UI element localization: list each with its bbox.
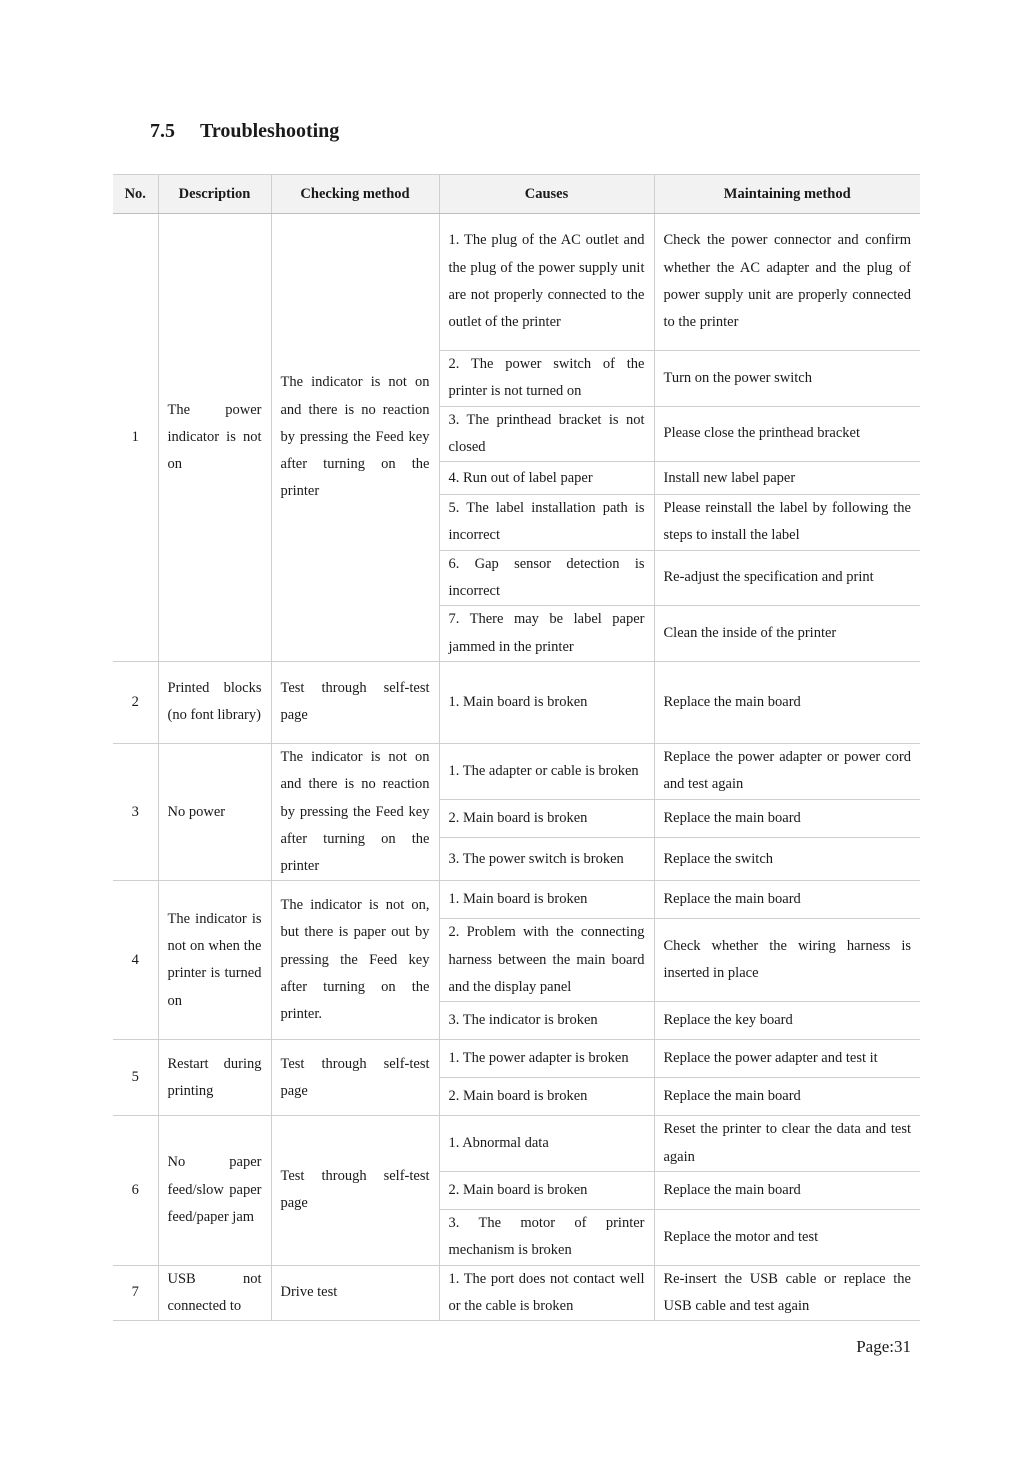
cause-cell: 3. The power switch is broken <box>439 838 654 881</box>
table-row <box>113 743 920 799</box>
table-row <box>113 1116 920 1172</box>
row-number: 5 <box>113 1040 158 1116</box>
method-cell: Replace the key board <box>654 1002 920 1040</box>
row-number: 2 <box>113 661 158 743</box>
table-row <box>113 881 920 919</box>
method-cell: Replace the switch <box>654 838 920 881</box>
row-number: 1 <box>113 214 158 662</box>
method-cell: Replace the power adapter or power cord and test again <box>654 743 920 799</box>
row-checking-method: Test through self-test page <box>271 661 439 743</box>
row-checking-method: The indicator is not on and there is no reaction by pressing the Feed key after turning on the printer <box>271 743 439 880</box>
method-cell: Replace the power adapter and test it <box>654 1040 920 1078</box>
cause-cell: 1. The port does not contact well or the cable is broken <box>439 1265 654 1321</box>
method-cell: Replace the main board <box>654 1078 920 1116</box>
row-description: USB not connected to <box>158 1265 271 1321</box>
cause-cell: 2. Main board is broken <box>439 1171 654 1209</box>
cause-cell: 1. Abnormal data <box>439 1116 654 1172</box>
cause-cell: 1. Main board is broken <box>439 661 654 743</box>
table-row <box>113 1040 920 1078</box>
table-row <box>113 1265 920 1321</box>
method-cell: Replace the main board <box>654 1171 920 1209</box>
row-description: Restart during printing <box>158 1040 271 1116</box>
table-row <box>113 661 920 743</box>
row-description: The power indicator is not on <box>158 214 271 662</box>
row-number: 3 <box>113 743 158 880</box>
row-description: The indicator is not on when the printer is turned on <box>158 881 271 1040</box>
cause-cell: 1. The power adapter is broken <box>439 1040 654 1078</box>
method-cell: Check whether the wiring harness is inserted in place <box>654 919 920 1002</box>
row-checking-method: The indicator is not on, but there is paper out by pressing the Feed key after turning on the printer. <box>271 881 439 1040</box>
cause-cell: 4. Run out of label paper <box>439 462 654 495</box>
method-cell: Replace the main board <box>654 881 920 919</box>
cause-cell: 2. Main board is broken <box>439 799 654 837</box>
cause-cell: 2. The power switch of the printer is not turned on <box>439 351 654 407</box>
row-description: No paper feed/slow paper feed/paper jam <box>158 1116 271 1265</box>
cause-cell: 2. Problem with the connecting harness between the main board and the display panel <box>439 919 654 1002</box>
row-description: No power <box>158 743 271 880</box>
method-cell: Please reinstall the label by following the steps to install the label <box>654 495 920 551</box>
row-checking-method: Test through self-test page <box>271 1116 439 1265</box>
method-cell: Replace the motor and test <box>654 1209 920 1265</box>
table-body <box>113 214 920 1321</box>
section-number: 7.5 <box>150 120 175 142</box>
method-cell: Turn on the power switch <box>654 351 920 407</box>
cause-cell: 3. The indicator is broken <box>439 1002 654 1040</box>
row-number: 6 <box>113 1116 158 1265</box>
method-cell: Install new label paper <box>654 462 920 495</box>
header-checking-method: Checking method <box>271 175 439 214</box>
row-number: 7 <box>113 1265 158 1321</box>
method-cell: Check the power connector and confirm whether the AC adapter and the plug of power supply unit are properly connected to the printer <box>654 214 920 351</box>
header-no: No. <box>113 175 158 214</box>
cause-cell: 7. There may be label paper jammed in the printer <box>439 606 654 662</box>
row-checking-method: Test through self-test page <box>271 1040 439 1116</box>
cause-cell: 1. Main board is broken <box>439 881 654 919</box>
header-description: Description <box>158 175 271 214</box>
method-cell: Re-adjust the specification and print <box>654 550 920 606</box>
cause-cell: 1. The adapter or cable is broken <box>439 743 654 799</box>
header-maintaining-method: Maintaining method <box>654 175 920 214</box>
row-description: Printed blocks (no font library) <box>158 661 271 743</box>
row-number: 4 <box>113 881 158 1040</box>
section-title: Troubleshooting <box>200 120 340 142</box>
table-header-row <box>113 175 920 214</box>
cause-cell: 5. The label installation path is incorrect <box>439 495 654 551</box>
method-cell: Re-insert the USB cable or replace the USB cable and test again <box>654 1265 920 1321</box>
section-heading <box>150 120 339 143</box>
row-checking-method: Drive test <box>271 1265 439 1321</box>
method-cell: Replace the main board <box>654 661 920 743</box>
cause-cell: 1. The plug of the AC outlet and the plug of the power supply unit are not properly connected to the outlet of the printer <box>439 214 654 351</box>
row-checking-method: The indicator is not on and there is no reaction by pressing the Feed key after turning on the printer <box>271 214 439 662</box>
cause-cell: 6. Gap sensor detection is incorrect <box>439 550 654 606</box>
cause-cell: 3. The motor of printer mechanism is broken <box>439 1209 654 1265</box>
method-cell: Reset the printer to clear the data and test again <box>654 1116 920 1172</box>
cause-cell: 3. The printhead bracket is not closed <box>439 406 654 462</box>
method-cell: Clean the inside of the printer <box>654 606 920 662</box>
page-label: Page: <box>856 1337 894 1356</box>
page-number <box>856 1337 911 1357</box>
cause-cell: 2. Main board is broken <box>439 1078 654 1116</box>
table-row <box>113 214 920 351</box>
method-cell: Please close the printhead bracket <box>654 406 920 462</box>
page-number-value: 31 <box>894 1337 911 1356</box>
troubleshooting-table <box>113 174 920 1321</box>
header-causes: Causes <box>439 175 654 214</box>
method-cell: Replace the main board <box>654 799 920 837</box>
